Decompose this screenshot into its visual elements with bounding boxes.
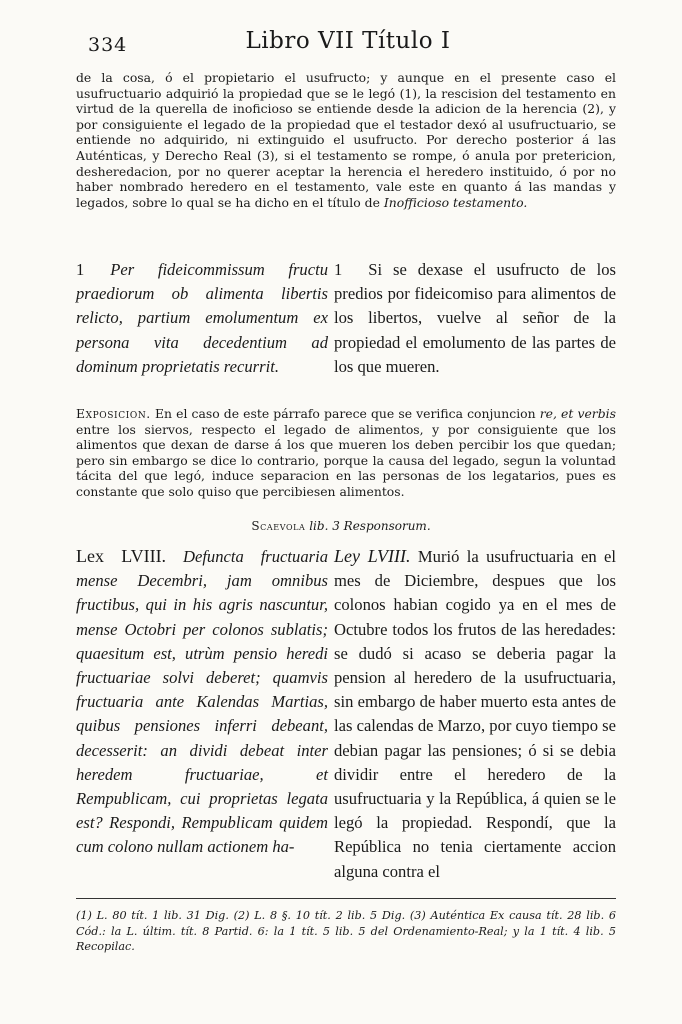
spanish-ley-58: [334, 544, 616, 884]
footnotes: [76, 908, 616, 955]
running-title: Libro VII Título I: [245, 28, 451, 54]
intro-text: de la cosa, ó el propietario el usufructo; y aunque en el presente caso el usufructuario adquirió la propiedad que se le legó (1), la rescision del testamento en virtud de la querella de inoficioso se entiende desde la adicion de la herencia (2), y por consiguiente el legado de la propiedad que el testador dexó al usufructuario, se entiende no adquirido, ni extinguido el usufructo. Por derecho posterior á las Auténticas, y Derecho Real (3), si el testamento se rompe, ó anula por pretericion, desheredacion, por no querer aceptar la herencia el heredero instituido, ó por no haber nombrado heredero en el testamento, vale este en quanto á las mandas y legados, sobre lo qual se ha dicho en el título de: [76, 70, 616, 210]
spanish-paragraph-number: 1: [334, 260, 343, 279]
spanish-ley-label: Ley LVIII.: [334, 546, 411, 566]
spanish-paragraph-text: Si se dexase el usufructo de los predios por fideicomiso para alimentos de los libertos, vuelve al señor de la propiedad el emolumento de las partes de los que mueren.: [334, 260, 616, 376]
latin-lex-58: [76, 544, 328, 860]
page-header: [72, 28, 624, 60]
exposition-text-a: En el caso de este párrafo parece que se verifica conjuncion: [150, 406, 540, 421]
exposition-italic: re, et verbis: [539, 406, 616, 421]
exposition-commentary: [76, 406, 616, 500]
spanish-paragraph-1: [334, 258, 616, 379]
attribution-work: lib. 3 Responsorum.: [305, 519, 431, 533]
attribution-author: Scaevola: [251, 519, 306, 533]
latin-lex-text: Defuncta fructuaria mense Decembri, jam omnibus fructibus, qui in his agris nascuntur, mense Octobri per colonos sublatis; quaesitum est, utrùm pensio heredi fructuariae solvi deberet; quamvis fructuaria ante Kalendas Martias, quibus pensiones inferri debeant, decesserit: an dividi debeat inter heredem fructuariae, et Rempublicam, cui proprietas legata est? Respondi, Rempublicam quidem cum colono nullam actionem ha-: [76, 547, 328, 857]
page-number: 334: [88, 34, 128, 56]
footnotes-text: (1) L. 80 tít. 1 lib. 31 Dig. (2) L. 8 §. 10 tít. 2 lib. 5 Dig. (3) Auténtica Ex causa tít. 28 lib. 6 Cód.: la L. últim. tít. 8 Partid. 6: la 1 tít. 5 lib. 5 del Ordenamiento-Real; y la 1 tít. 4 lib. 5 Recopilac.: [76, 909, 616, 953]
latin-lex-label: Lex LVIII.: [76, 546, 167, 566]
exposition-label: Exposicion.: [76, 406, 151, 421]
latin-paragraph-1: [76, 258, 328, 379]
intro-reference: Inofficioso testamento.: [383, 194, 528, 210]
source-attribution: [0, 519, 682, 533]
latin-paragraph-number: 1: [76, 260, 85, 279]
footnote-divider: [76, 898, 616, 899]
exposition-text-b: entre los siervos, respecto el legado de alimentos, y por consiguiente que los alimentos que dexan de darse á los que mueren los deben percibir los que quedan; pero sin embargo se dice lo contrario, porque la causa del legado, segun la voluntad tácita del que legó, induce separacion en las personas de los legatarios, pues es constante que solo quiso que percibiesen alimentos.: [76, 421, 616, 499]
intro-commentary: [76, 70, 616, 210]
spanish-ley-text: Murió la usufructuaria en el mes de Diciembre, despues que los colonos habian cogido ya en el mes de Octubre todos los frutos de las heredades: se dudó si acaso se deberia pagar la pension al heredero de la usufructuaria, sin embargo de haber muerto esta antes de las calendas de Marzo, por cuyo tiempo se debian pagar las pensiones; ó si se debia dividir entre el heredero de la usufructuaria y la República, á quien se le legó la propiedad. Respondí, que la República no tenia ciertamente accion alguna contra el: [334, 547, 617, 881]
latin-paragraph-text: Per fideicommissum fructu praediorum ob alimenta libertis relicto, partium emolumentum ex persona vita decedentium ad dominum proprietatis recurrit.: [76, 260, 328, 376]
